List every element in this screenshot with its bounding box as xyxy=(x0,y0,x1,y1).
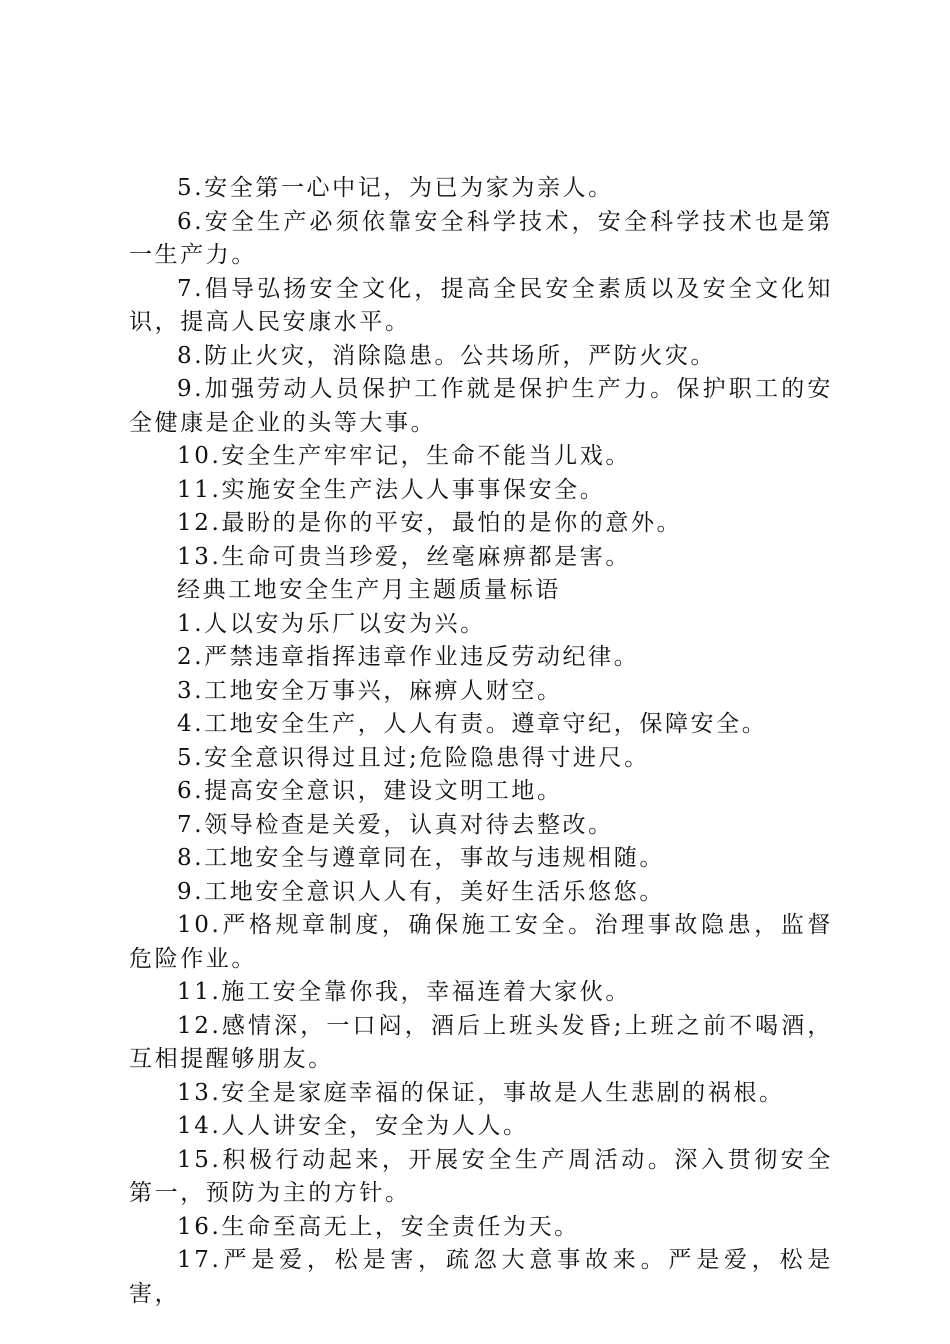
slogan-paragraph: 16.生命至高无上，安全责任为天。 xyxy=(177,1213,580,1240)
slogan-paragraph: 8.防止火灾，消除隐患。公共场所，严防火灾。 xyxy=(177,342,717,369)
slogan-paragraph: 10.安全生产牢牢记，生命不能当儿戏。 xyxy=(177,443,631,469)
slogan-paragraph: 3.工地安全万事兴，麻痹人财空。 xyxy=(177,677,563,704)
slogan-paragraph: 11.实施安全生产法人人事事保安全。 xyxy=(177,476,606,503)
slogan-paragraph: 8.工地安全与遵章同在，事故与违规相随。 xyxy=(177,845,665,871)
slogan-paragraph: 14.人人讲安全，安全为人人。 xyxy=(177,1113,529,1139)
slogan-paragraph: 2.严禁违章指挥违章作业违反劳动纪律。 xyxy=(177,644,640,670)
slogan-paragraph: 15.积极行动起来，开展安全生产周活动。深入贯彻安全第一，预防为主的方针。 xyxy=(129,1146,833,1206)
slogan-paragraph: 13.生命可贵当珍爱，丝毫麻痹都是害。 xyxy=(177,543,631,570)
slogan-paragraph: 17.严是爱，松是害，疏忽大意事故来。严是爱，松是害， xyxy=(129,1247,833,1307)
slogan-paragraph: 9.加强劳动人员保护工作就是保护生产力。保护职工的安全健康是企业的头等大事。 xyxy=(129,376,833,436)
section-heading: 经典工地安全生产月主题质量标语 xyxy=(177,577,561,603)
slogan-paragraph: 5.安全意识得过且过;危险隐患得寸进尺。 xyxy=(177,744,650,771)
document-body xyxy=(129,172,833,1311)
slogan-paragraph: 11.施工安全靠你我，幸福连着大家伙。 xyxy=(177,979,631,1005)
slogan-paragraph: 13.安全是家庭幸福的保证，事故是人生悲剧的祸根。 xyxy=(177,1079,785,1106)
slogan-paragraph: 10.严格规章制度，确保施工安全。治理事故隐患，监督危险作业。 xyxy=(129,912,833,972)
slogan-paragraph: 6.安全生产必须依靠安全科学技术，安全科学技术也是第一生产力。 xyxy=(129,208,833,268)
slogan-paragraph: 4.工地安全生产，人人有责。遵章守纪，保障安全。 xyxy=(177,711,768,737)
slogan-paragraph: 12.最盼的是你的平安，最怕的是你的意外。 xyxy=(177,510,683,536)
slogan-paragraph: 12.感情深，一口闷，酒后上班头发昏;上班之前不喝酒，互相提醒够朋友。 xyxy=(129,1012,833,1072)
slogan-paragraph: 1.人以安为乐厂以安为兴。 xyxy=(177,610,486,637)
slogan-paragraph: 7.倡导弘扬安全文化，提高全民安全素质以及安全文化知识，提高人民安康水平。 xyxy=(129,275,833,335)
slogan-paragraph: 9.工地安全意识人人有，美好生活乐悠悠。 xyxy=(177,878,665,905)
slogan-paragraph: 7.领导检查是关爱，认真对待去整改。 xyxy=(177,811,614,838)
slogan-paragraph: 5.安全第一心中记，为已为家为亲人。 xyxy=(177,175,614,201)
slogan-paragraph: 6.提高安全意识，建设文明工地。 xyxy=(177,778,563,804)
